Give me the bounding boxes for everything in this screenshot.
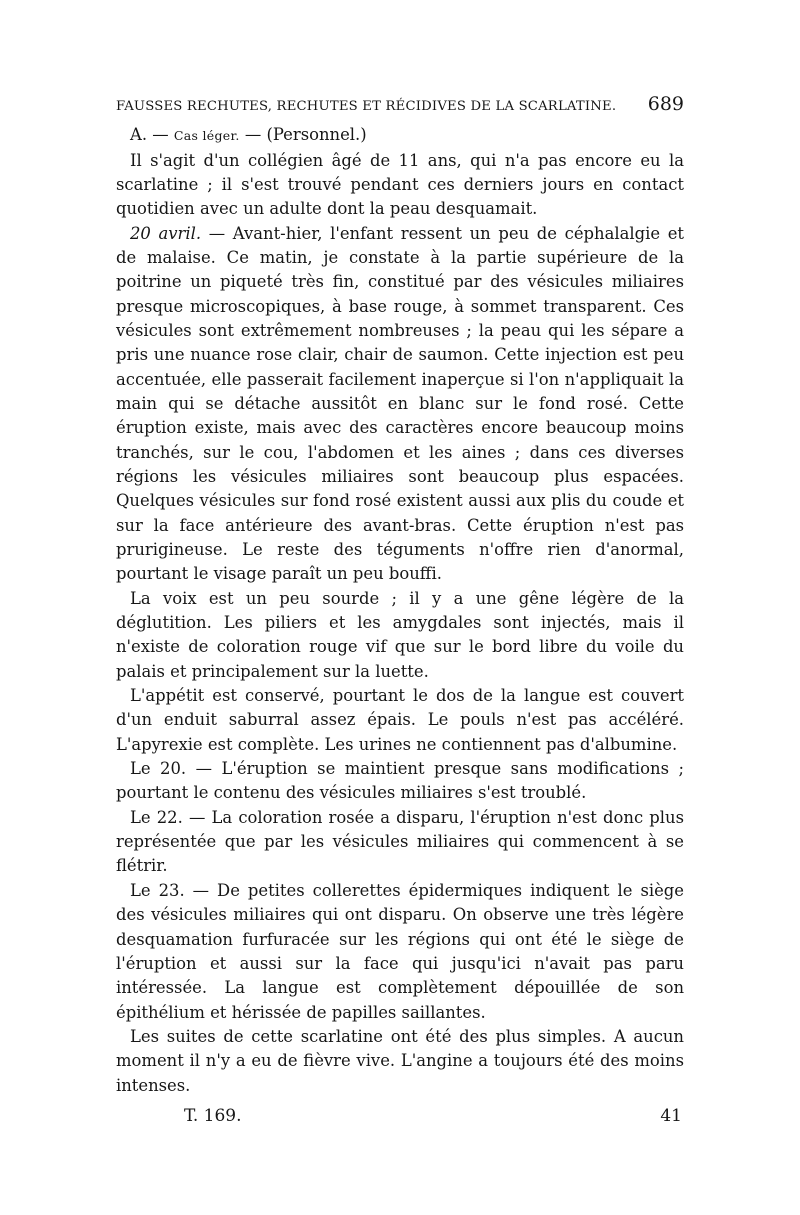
entry-date: 20 avril. (130, 223, 202, 243)
page-footer (116, 1104, 684, 1128)
case-heading (116, 123, 684, 149)
paragraph-april-20 (116, 222, 684, 587)
case-label: Cas léger. (173, 128, 240, 143)
running-head (116, 93, 684, 123)
paragraph-voice: La voix est un peu sourde ; il y a une gêne légère de la déglutition. Les piliers et les amygdales sont injectés, mais il n'existe de coloration rouge vif que sur le bord libre du voile du palais et principalement sur la luette. (116, 588, 684, 681)
signature-mark: 41 (660, 1105, 682, 1126)
paragraph-day-23: Le 23. — De petites collerettes épidermiques indiquent le siège des vésicules miliaires qui ont disparu. On observe une très légère desquamation furfuracée sur les régions qui ont été le siège de l'éruption et aussi sur la face qui jusqu'ici n'avait pas paru intéressée. La langue est complètement dépouillée de son épithélium et hérissée de papilles saillantes. (116, 880, 684, 1022)
case-letter: A. — (130, 125, 169, 144)
volume-number: T. 169. (184, 1105, 242, 1126)
paragraph-patient-intro: Il s'agit d'un collégien âgé de 11 ans, qui n'a pas encore eu la scarlatine ; il s'est trouvé pendant ces derniers jours en contact quotidien avec un adulte dont la peau desquamait. (116, 150, 684, 219)
paragraph-day-22: Le 22. — La coloration rosée a disparu, l'éruption n'est donc plus représentée que par les vésicules miliaires qui commencent à se flétrir. (116, 807, 684, 876)
paragraph-appetite: L'appétit est conservé, pourtant le dos de la langue est couvert d'un enduit saburral assez épais. Le pouls n'est pas accéléré. L'apyrexie est complète. Les urines ne contiennent pas d'albumine. (116, 686, 684, 754)
paragraph-outcome: Les suites de cette scarlatine ont été des plus simples. A aucun moment il n'y a eu de fièvre vive. L'angine a toujours été des moins intenses. (116, 1026, 684, 1095)
book-page (116, 93, 684, 1128)
paragraph-april-20-text: — Avant-hier, l'enfant ressent un peu de céphalalgie et de malaise. Ce matin, je constate à la partie supérieure de la poitrine un piqueté très fin, constitué par des vésicules miliaires presque microscopiques, à base rouge, à sommet transparent. Ces vésicules sont extrêmement nombreuses ; la peau qui les sépare a pris une nuance rose clair, chair de saumon. Cette injection est peu accentuée, elle passerait facilement inaperçue si l'on n'appliquait la main qui se détache aussitôt en blanc sur le fond rosé. Cette éruption existe, mais avec des caractères encore beaucoup moins tranchés, sur le cou, l'abdomen et les aines ; dans ces diverses régions les vésicules miliaires sont beaucoup plus espacées. Quelques vésicules sur fond rosé existent aussi aux plis du coude et sur la face antérieure des avant-bras. Cette éruption n'est pas prurigineuse. Le reste des téguments n'offre rien d'anormal, pourtant le visage paraît un peu bouffi. (116, 223, 684, 584)
paragraph-day-20: Le 20. — L'éruption se maintient presque sans modifications ; pourtant le contenu des vésicules miliaires s'est troublé. (116, 759, 684, 803)
page-number: 689 (647, 93, 684, 115)
running-title: FAUSSES RECHUTES, RECHUTES ET RÉCIDIVES DE LA SCARLATINE. (116, 99, 617, 114)
case-source: — (Personnel.) (244, 125, 367, 144)
